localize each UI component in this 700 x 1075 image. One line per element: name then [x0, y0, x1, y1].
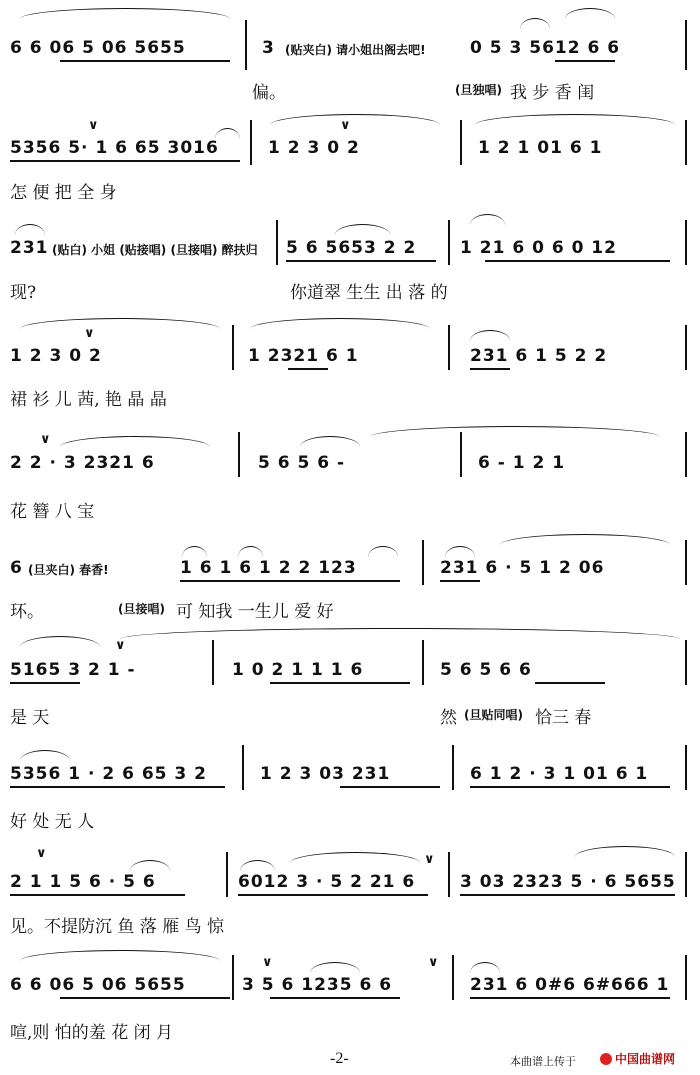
slur	[20, 8, 230, 19]
slur	[15, 224, 45, 235]
beam	[288, 368, 328, 370]
slur	[520, 18, 550, 29]
notes-measure: 5356 1 · 2 6 65 3 2	[10, 764, 208, 784]
barline	[226, 852, 228, 897]
barline	[448, 220, 450, 265]
lyrics-line: 现?	[10, 283, 37, 303]
barline	[245, 20, 247, 70]
barline	[452, 745, 454, 790]
barline	[685, 745, 687, 790]
notes-measure: 6012 3 · 5 2 21 6	[238, 872, 416, 892]
beam	[10, 894, 185, 896]
slur	[20, 636, 100, 647]
lyrics-line: 怎 便 把 全 身	[10, 183, 117, 203]
notes-measure: 6	[10, 558, 23, 578]
lyrics-line: 喧,则 怕的羞 花 闭 月	[10, 1023, 174, 1043]
slur	[500, 534, 670, 545]
breath-mark: ∨	[340, 118, 351, 133]
barline	[232, 325, 234, 370]
slur	[445, 546, 475, 557]
lyrics-line: 然	[440, 708, 457, 728]
slur	[370, 426, 660, 437]
slur	[310, 962, 360, 973]
barline	[685, 640, 687, 685]
beam	[238, 894, 428, 896]
site-logo[interactable]	[600, 1050, 675, 1067]
slur	[565, 8, 615, 19]
beam	[470, 368, 510, 370]
barline	[685, 325, 687, 370]
notes-measure: 1 21 6 0 6 0 12	[460, 238, 617, 258]
notes-measure: 5356 5· 1 6 65 3016	[10, 138, 219, 158]
lyrics-line: 恰三 春	[535, 708, 592, 728]
barline	[685, 120, 687, 165]
breath-mark: ∨	[115, 638, 126, 653]
slur	[20, 950, 220, 961]
notes-measure: 6 6 06 5 06 5655	[10, 38, 186, 58]
notes-measure: 231 6 · 5 1 2 06	[440, 558, 605, 578]
beam	[470, 997, 670, 999]
notes-measure: 231	[10, 238, 49, 258]
barline	[250, 120, 252, 165]
breath-mark: ∨	[262, 955, 273, 970]
beam	[10, 160, 240, 162]
notes-measure: 6 - 1 2 1	[478, 453, 566, 473]
slur	[60, 436, 210, 447]
barline	[242, 745, 244, 790]
notes-measure: 5 6 5 6 -	[258, 453, 346, 473]
beam	[10, 786, 225, 788]
beam	[60, 60, 230, 62]
notes-measure: 3	[262, 38, 275, 58]
notes-measure: 0 5 3 5612 6 6	[470, 38, 621, 58]
beam	[340, 786, 440, 788]
barline	[448, 325, 450, 370]
notes-measure: 5165 3 2 1 -	[10, 660, 136, 680]
spoken-line: (贴白) 小姐 (贴接唱) (旦接唱) 醉扶归	[52, 243, 258, 257]
barline	[448, 852, 450, 897]
notes-measure: 5 6 5653 2 2	[286, 238, 417, 258]
barline	[238, 432, 240, 477]
lyrics-line: 裙 衫 儿 茜, 艳 晶 晶	[10, 390, 167, 410]
slur	[470, 330, 510, 341]
barline	[212, 640, 214, 685]
slur	[575, 846, 675, 857]
notes-measure: 6 6 06 5 06 5655	[10, 975, 186, 995]
notes-measure: 1 2 1 01 6 1	[478, 138, 603, 158]
beam	[460, 894, 675, 896]
notes-measure: 6 1 2 · 3 1 01 6 1	[470, 764, 649, 784]
barline	[685, 955, 687, 1000]
notes-measure: 3 5 6 1235 6 6	[242, 975, 393, 995]
notes-measure: 1 0 2 1 1 1 6	[232, 660, 364, 680]
slur	[270, 114, 440, 125]
slur	[368, 546, 398, 557]
slur	[20, 318, 220, 329]
spoken-line: (旦接唱)	[118, 602, 165, 616]
notes-measure: 2 2 · 3 2321 6	[10, 453, 155, 473]
slur	[470, 962, 500, 973]
notes-measure: 231 6 0#6 6#666 1	[470, 975, 670, 995]
slur	[120, 628, 680, 639]
lyrics-line: 可 知我 一生儿 爱 好	[176, 602, 334, 622]
barline	[276, 220, 278, 265]
lyrics-line: 你道翠 生生 出 落 的	[290, 283, 448, 303]
upload-note: 本曲谱上传于	[510, 1055, 576, 1068]
notes-measure: 1 2321 6 1	[248, 346, 359, 366]
barline	[685, 852, 687, 897]
slur	[335, 224, 390, 235]
breath-mark: ∨	[84, 326, 95, 341]
breath-mark: ∨	[428, 955, 439, 970]
notes-measure: 1 2 3 0 2	[268, 138, 360, 158]
lyrics-line: 见。不提防沉 鱼 落 雁 鸟 惊	[10, 917, 225, 937]
barline	[232, 955, 234, 1000]
lyrics-line: 偏。	[252, 83, 286, 103]
notes-measure: 1 2 3 0 2	[10, 346, 102, 366]
beam	[555, 60, 615, 62]
beam	[485, 260, 670, 262]
notes-measure: 5 6 5 6 6	[440, 660, 532, 680]
notes-measure: 3 03 2323 5 · 6 5655	[460, 872, 676, 892]
barline	[422, 540, 424, 585]
slur	[20, 750, 70, 761]
notes-measure: 1 6 1 6 1 2 2 123	[180, 558, 357, 578]
slur	[250, 318, 430, 329]
beam	[470, 786, 670, 788]
barline	[422, 640, 424, 685]
beam	[60, 997, 230, 999]
site-name: 中国曲谱网	[615, 1052, 676, 1066]
slur	[240, 860, 275, 871]
beam	[535, 682, 605, 684]
notes-measure: 231 6 1 5 2 2	[470, 346, 608, 366]
slur	[182, 546, 207, 557]
notes-measure: 2 1 1 5 6 · 5 6	[10, 872, 156, 892]
barline	[460, 120, 462, 165]
breath-mark: ∨	[40, 432, 51, 447]
slur	[475, 114, 675, 125]
lyrics-line: 好 处 无 人	[10, 812, 95, 832]
spoken-line: (旦夹白) 春香!	[28, 563, 109, 577]
lyrics-line: 花 簪 八 宝	[10, 502, 95, 522]
beam	[440, 580, 480, 582]
breath-mark: ∨	[424, 852, 435, 867]
slur	[300, 436, 360, 447]
spoken-line: (旦独唱)	[455, 83, 502, 97]
lyrics-line: 环。	[10, 602, 44, 622]
beam	[10, 682, 80, 684]
lyrics-line: 是 天	[10, 708, 50, 728]
notes-measure: 1 2 3 03 231	[260, 764, 391, 784]
barline	[685, 540, 687, 585]
breath-mark: ∨	[36, 846, 47, 861]
lyrics-line: 我 步 香 闺	[510, 83, 595, 103]
barline	[460, 432, 462, 477]
beam	[270, 997, 400, 999]
beam	[270, 682, 410, 684]
site-logo-icon	[600, 1053, 612, 1065]
spoken-line: (贴夹白) 请小姐出阁去吧!	[285, 43, 426, 57]
slur	[238, 546, 263, 557]
beam	[286, 260, 436, 262]
beam	[180, 580, 400, 582]
spoken-line: (旦贴同唱)	[464, 708, 523, 722]
slur	[130, 860, 170, 871]
page-number: -2-	[330, 1050, 349, 1067]
barline	[685, 220, 687, 265]
breath-mark: ∨	[88, 118, 99, 133]
slur	[470, 214, 505, 225]
slur	[290, 852, 420, 863]
barline	[685, 432, 687, 477]
barline	[685, 20, 687, 70]
barline	[452, 955, 454, 1000]
